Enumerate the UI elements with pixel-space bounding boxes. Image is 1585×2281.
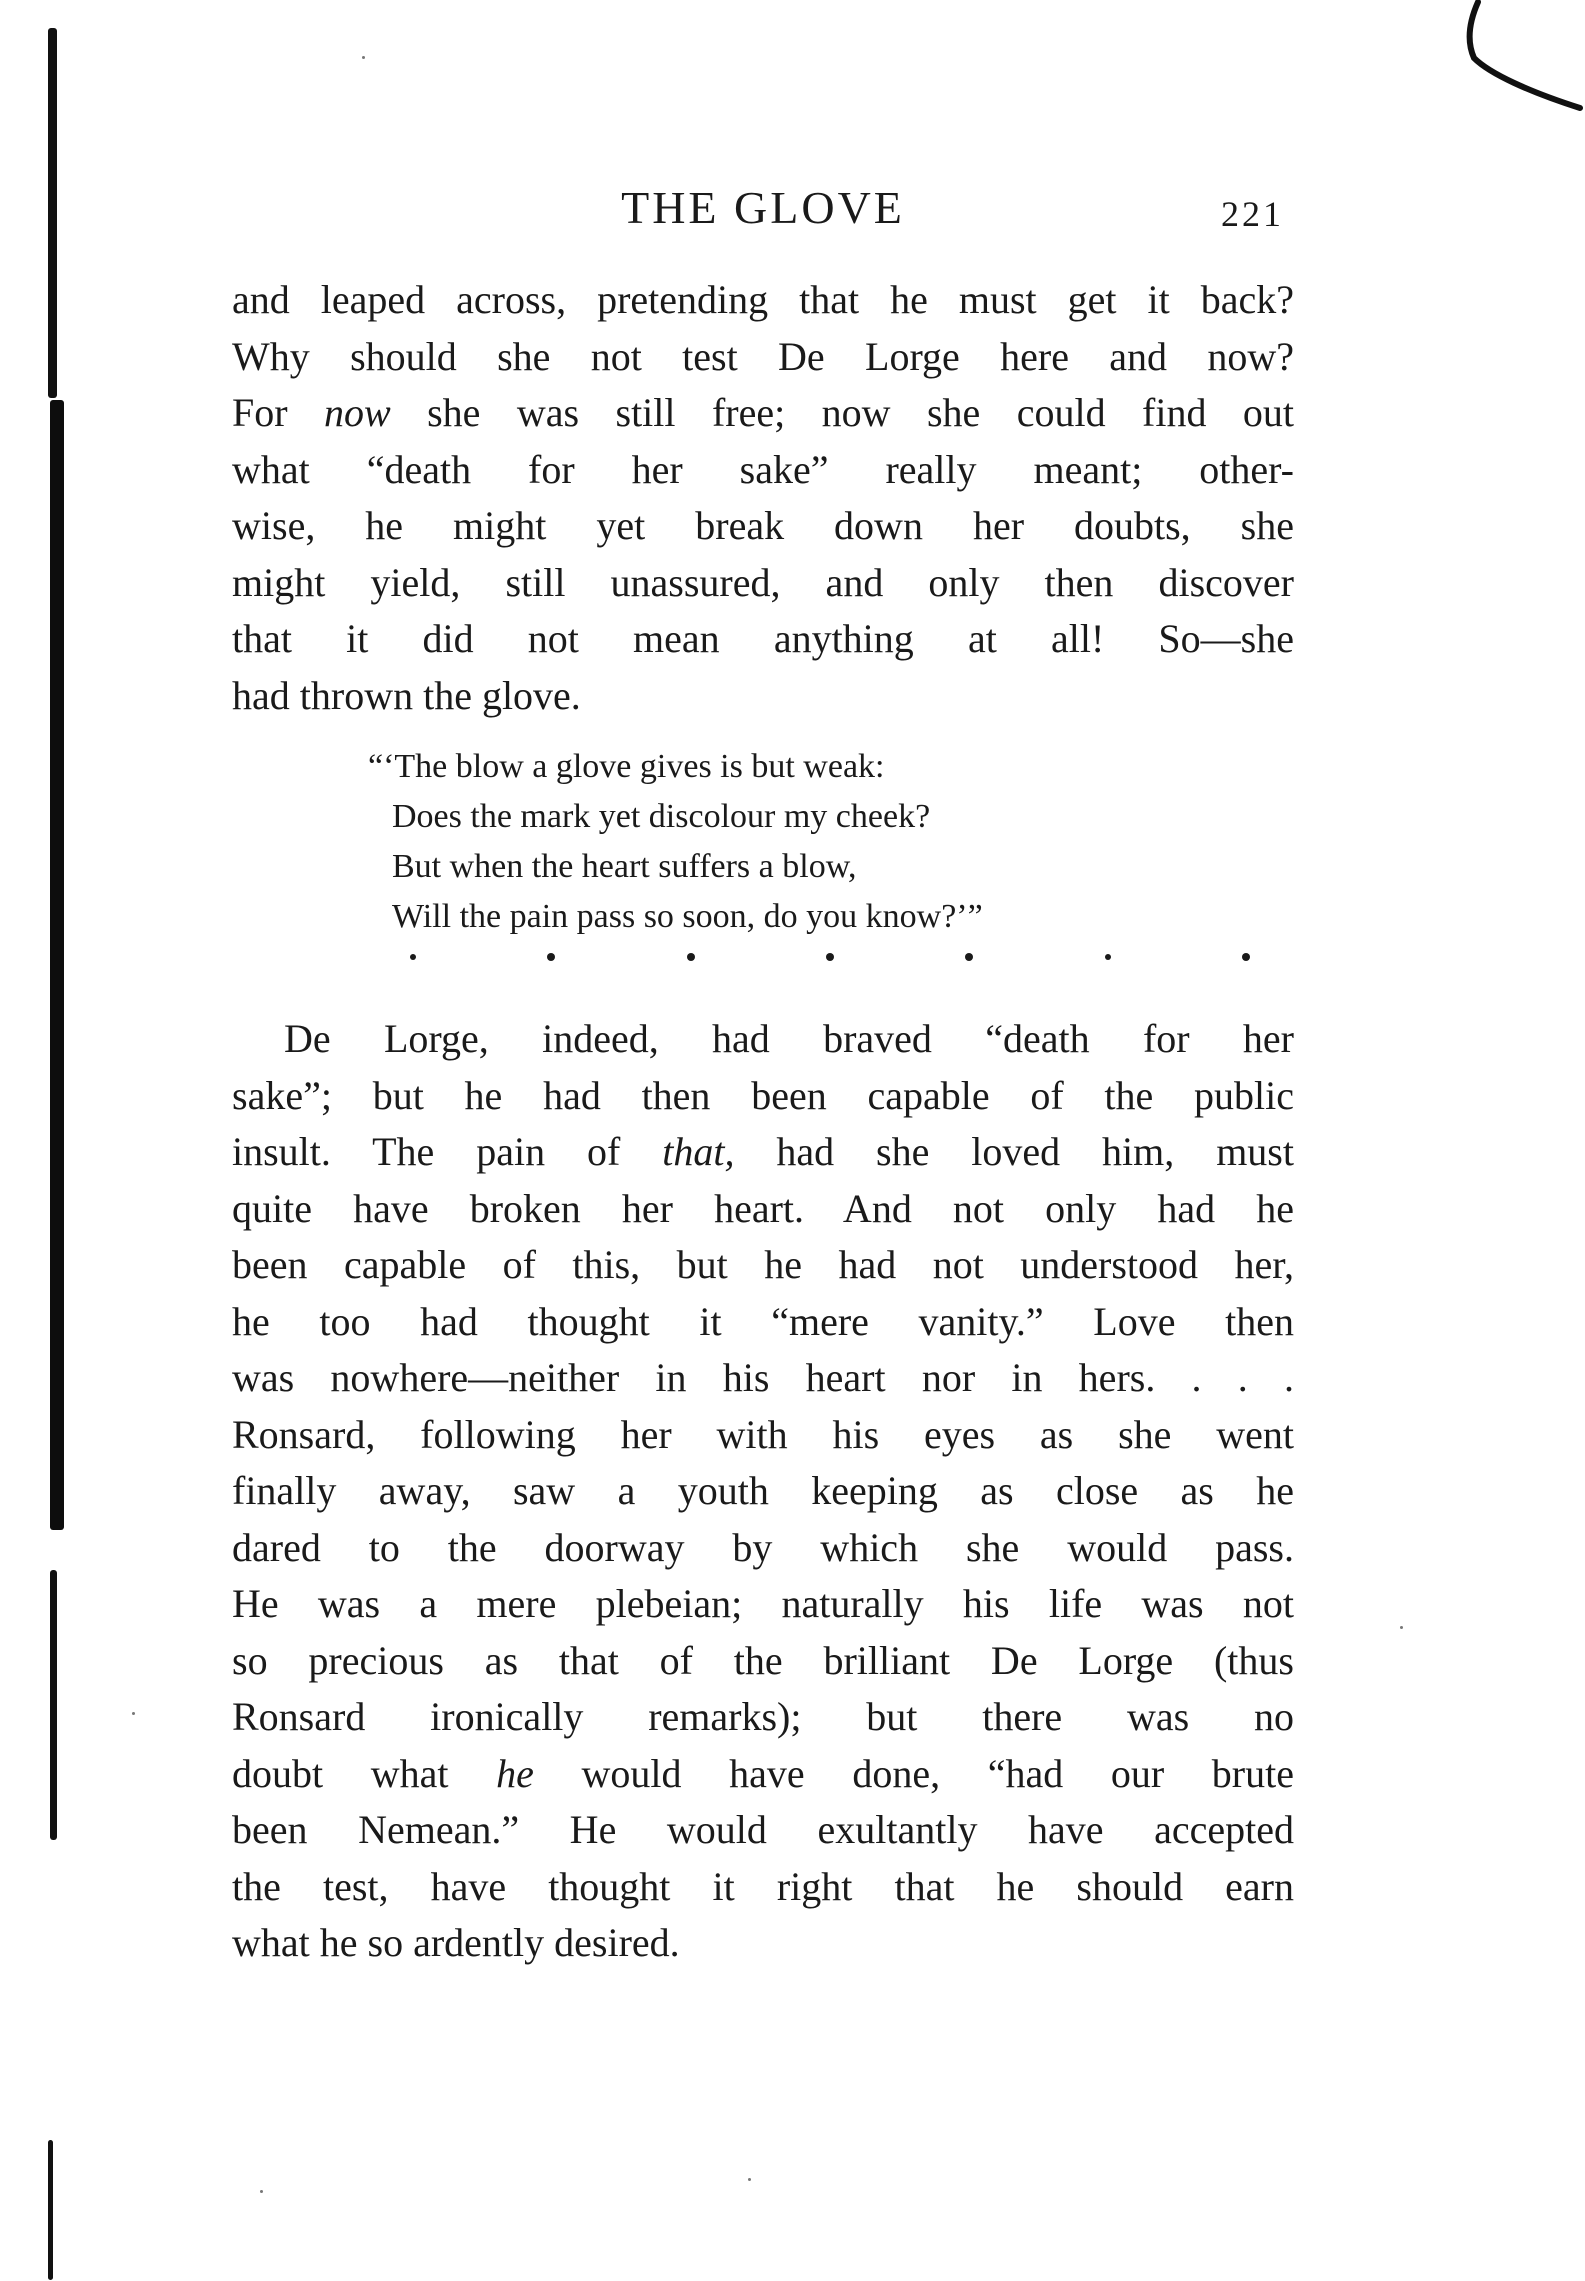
running-head: [232, 178, 1294, 238]
text-line: might yield, still unassured, and only then discover: [232, 559, 1294, 605]
running-title: THE GLOVE: [621, 182, 905, 233]
text-line: dared to the doorway by which she would pass.: [232, 1524, 1294, 1570]
paragraph: [232, 1011, 1294, 1972]
verse-line: Does the mark yet discolour my cheek?: [392, 798, 931, 835]
binding-edge-middle: [50, 400, 64, 1530]
verse-line: “‘The blow a glove gives is but weak:: [368, 748, 885, 785]
text-line: He was a mere plebeian; naturally his life was not: [232, 1581, 1294, 1626]
line-text: doubt what: [232, 1750, 497, 1796]
scan-speck: [748, 2178, 751, 2181]
binding-edge-bottom: [48, 2140, 53, 2280]
text-line: been Nemean.” He would exultantly have accepted: [232, 1807, 1294, 1852]
text-line: [232, 1124, 1294, 1181]
verse-quotation: [368, 742, 1248, 942]
text-line: was nowhere—neither in his heart nor in hers. . . .: [232, 1355, 1294, 1400]
text-line: the test, have thought it right that he should earn: [232, 1863, 1294, 1909]
text-line: Ronsard ironically remarks); but there was no: [232, 1694, 1294, 1739]
text-line: that it did not mean anything at all! So—she: [232, 616, 1294, 661]
scan-speck: [362, 56, 365, 59]
text-line: Why should she not test De Lorge here and now?: [232, 333, 1294, 379]
binding-edge-lower: [50, 1570, 57, 1840]
scan-speck: [260, 2190, 263, 2193]
text-line: wise, he might yet break down her doubts, she: [232, 503, 1294, 548]
text-line: what “death for her sake” really meant; other-: [232, 446, 1294, 492]
page-number: 221: [1221, 194, 1284, 234]
ellipsis-dot: [965, 953, 973, 961]
paragraph-continued: [232, 272, 1294, 724]
text-line: he too had thought it “mere vanity.” Love then: [232, 1298, 1294, 1344]
text-line: [232, 385, 1294, 442]
page-corner-mark: [1460, 0, 1585, 120]
ellipsis-break: [410, 942, 1250, 972]
ellipsis-dot: [826, 953, 834, 961]
line-text: had she loved him, must: [734, 1129, 1294, 1174]
verse-line: But when the heart suffers a blow,: [392, 848, 857, 885]
scan-speck: [1400, 1626, 1403, 1629]
text-line: De Lorge, indeed, had braved “death for her: [284, 1016, 1294, 1061]
ellipsis-dot: [410, 954, 416, 960]
text-line: quite have broken her heart. And not only had he: [232, 1185, 1294, 1231]
text-line: Ronsard, following her with his eyes as she went: [232, 1411, 1294, 1457]
italic-emphasis: now: [324, 390, 391, 435]
ellipsis-dot: [687, 953, 695, 961]
text-line: sake”; but he had then been capable of the public: [232, 1072, 1294, 1118]
line-text: would have done, “had our brute: [533, 1750, 1294, 1796]
ellipsis-dot: [1242, 953, 1250, 961]
text-line: [232, 1746, 1294, 1803]
italic-emphasis: that,: [662, 1129, 735, 1174]
line-text: she was still free; now she could find out: [390, 390, 1294, 435]
text-line: finally away, saw a youth keeping as close as he: [232, 1468, 1294, 1513]
text-line: and leaped across, pretending that he must get it back?: [232, 277, 1294, 322]
verse-line: Will the pain pass so soon, do you know?’”: [392, 898, 983, 935]
text-line: been capable of this, but he had not understood her,: [232, 1242, 1294, 1287]
text-line: what he so ardently desired.: [232, 1920, 680, 1965]
ellipsis-dot: [1105, 954, 1111, 960]
italic-emphasis: he: [496, 1750, 534, 1796]
scan-speck: [132, 1712, 135, 1715]
binding-edge-top: [48, 28, 57, 398]
text-line: had thrown the glove.: [232, 672, 581, 718]
text-line: so precious as that of the brilliant De Lorge (thus: [232, 1637, 1294, 1683]
ellipsis-dot: [547, 953, 555, 961]
line-text: insult. The pain of: [232, 1129, 663, 1174]
line-text: For: [232, 390, 324, 435]
